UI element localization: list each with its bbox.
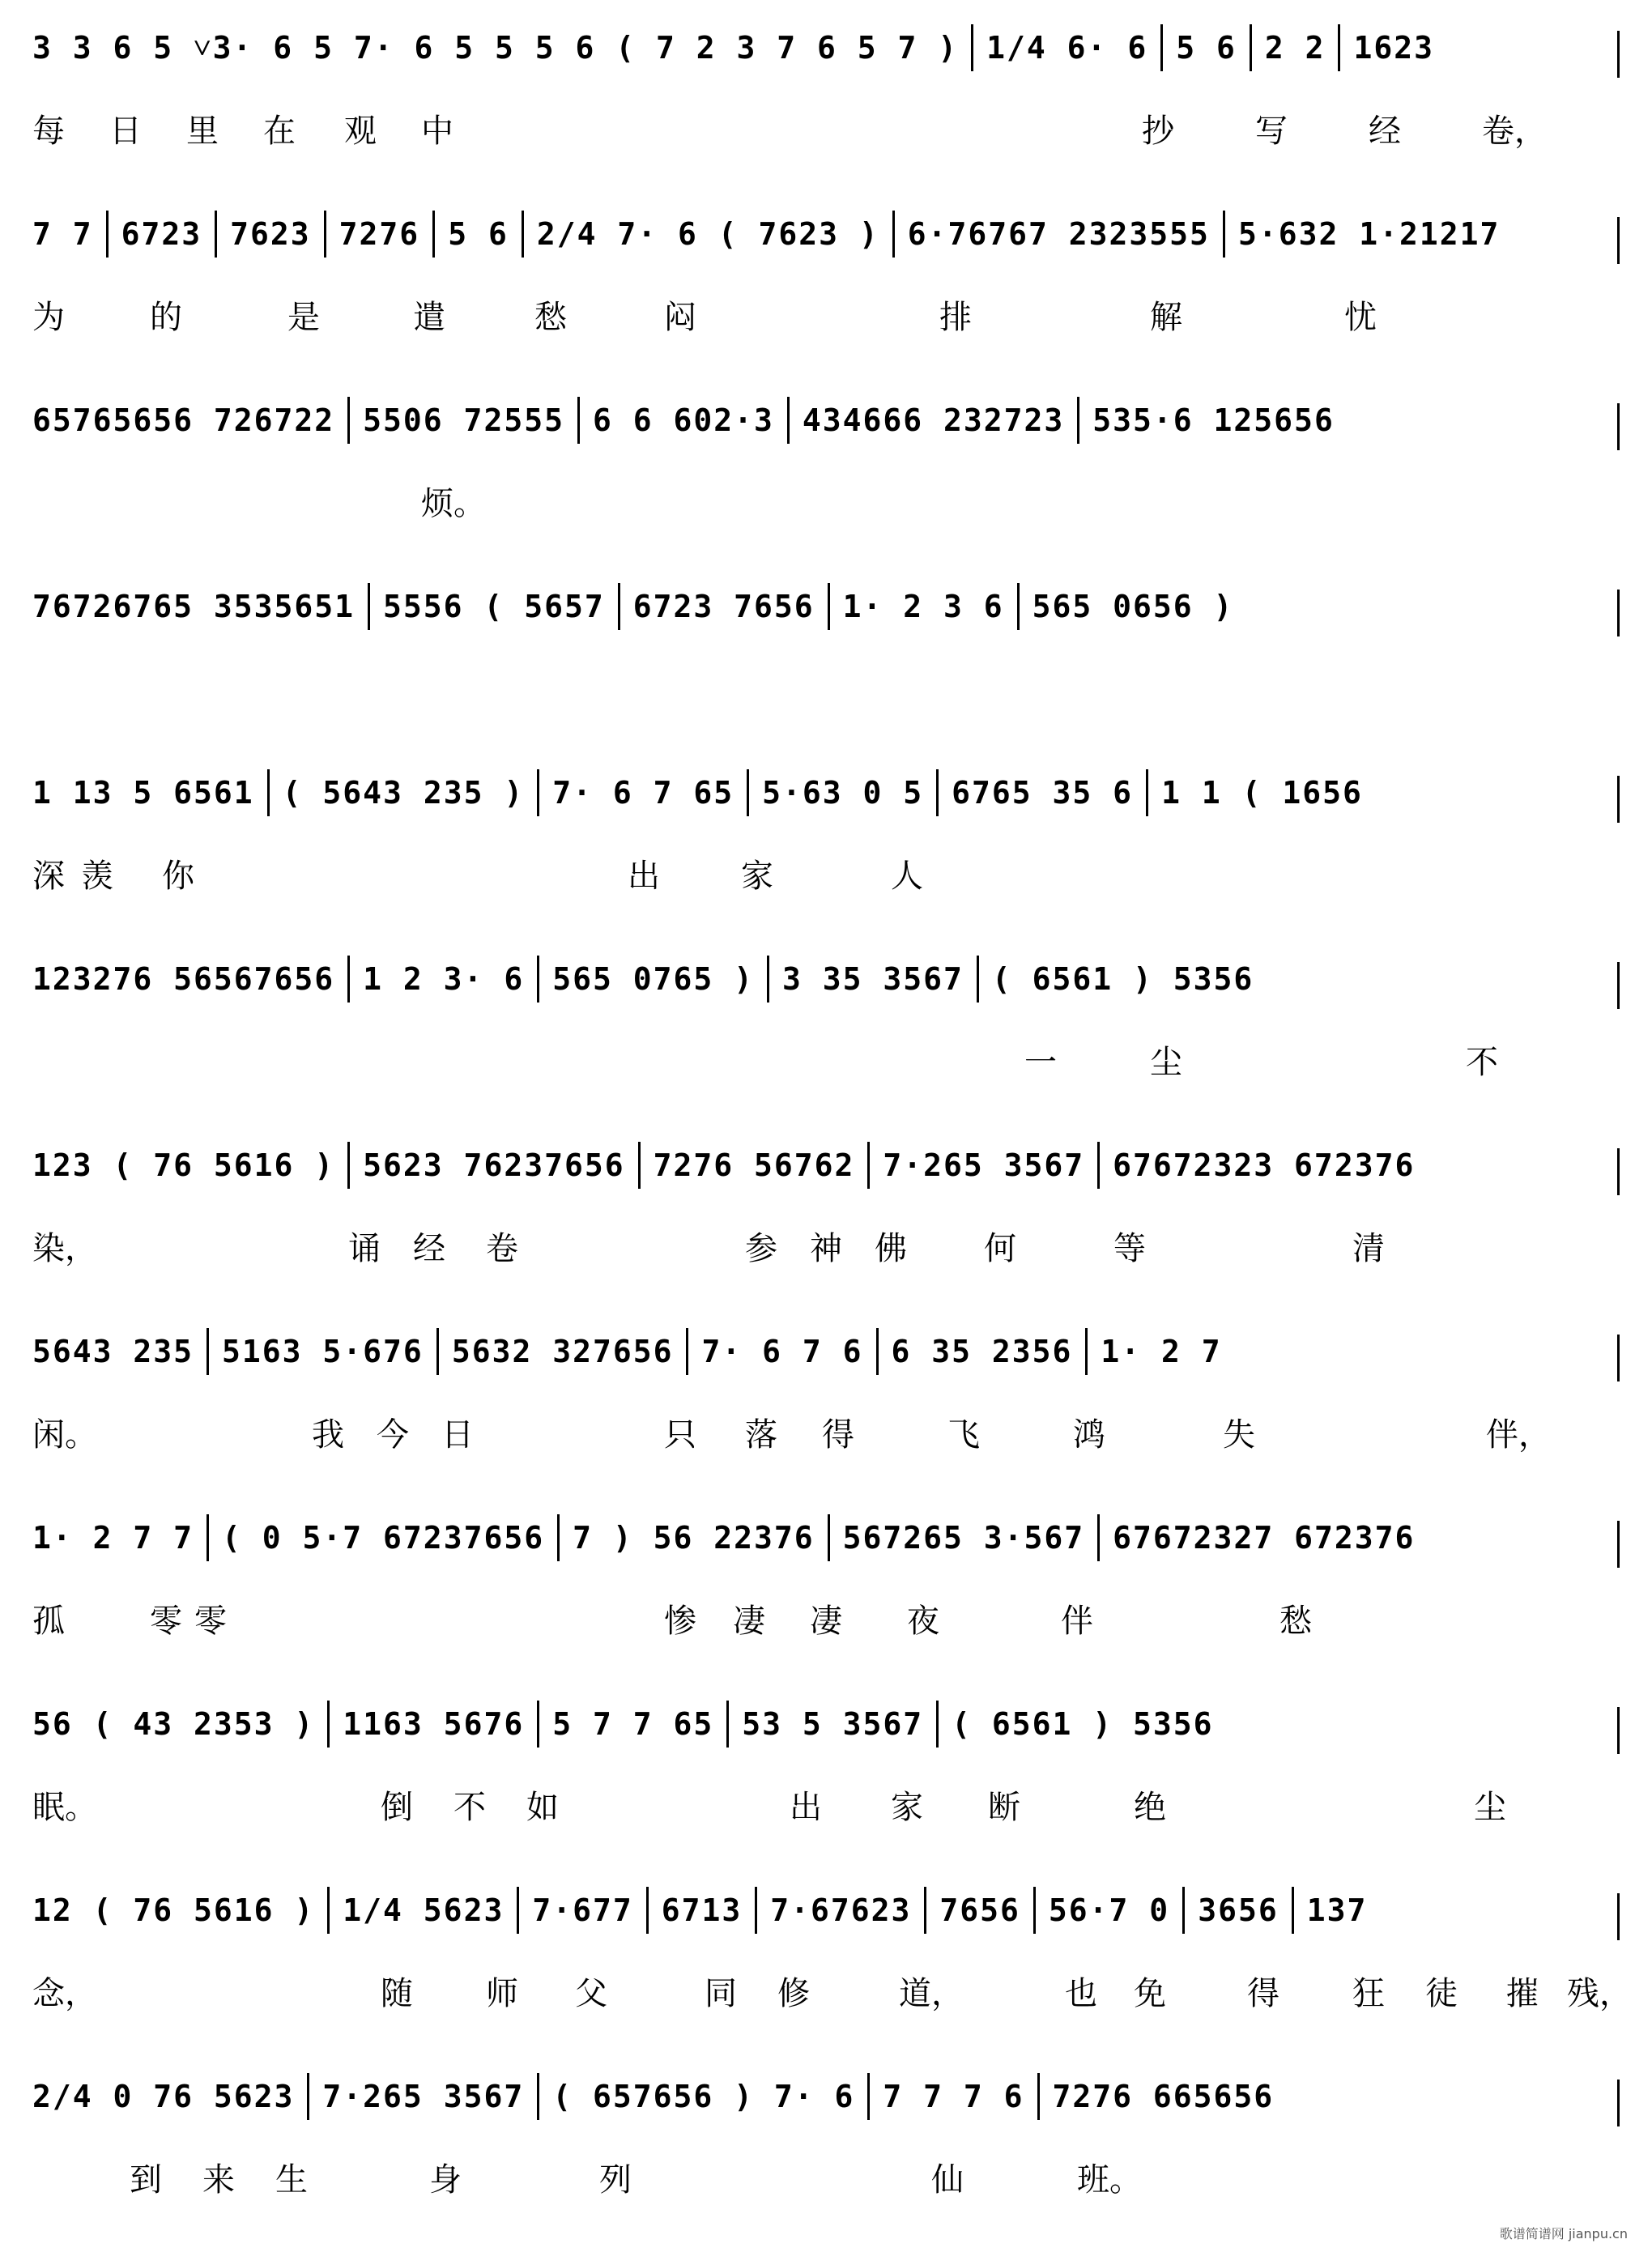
lyric-char: 愁 <box>534 299 567 336</box>
barline <box>327 1887 330 1934</box>
lyric-char: 等 <box>1113 1230 1146 1267</box>
notation-segment: ( 657656 ) 7· 6 <box>552 2079 855 2114</box>
barline <box>892 211 895 258</box>
lyric-char: 深 <box>32 858 65 895</box>
notation-segment: ( 6561 ) 5356 <box>952 1706 1214 1742</box>
lyric-char: 今 <box>377 1416 409 1454</box>
notation-segment: 6 6 602·3 <box>592 402 774 438</box>
barline <box>787 397 790 444</box>
barline <box>936 769 939 816</box>
notation-line-12 <box>32 2073 1620 2130</box>
barline <box>1338 24 1340 71</box>
notation-line-6 <box>32 956 1620 1012</box>
lyrics-line-3 <box>32 478 1620 523</box>
barline <box>876 1328 879 1375</box>
barline <box>755 1887 757 1934</box>
notation-line-8 <box>32 1328 1620 1385</box>
lyric-char: 为 <box>32 299 65 336</box>
notation-segment: 5 6 <box>448 216 509 252</box>
lyric-char: 也 <box>1065 1975 1097 2012</box>
notation-segment: 7276 56762 <box>653 1147 855 1183</box>
barline <box>1017 583 1020 630</box>
lyric-char: 道， <box>899 1975 964 2012</box>
lyrics-line-8 <box>32 1409 1620 1454</box>
lyric-char: 残， <box>1567 1975 1632 2012</box>
lyric-char: 同 <box>705 1975 737 2012</box>
notation-segment: 5643 235 <box>32 1334 194 1369</box>
lyric-char: 狂 <box>1352 1975 1385 2012</box>
notation-segment: 7·265 3567 <box>322 2079 525 2114</box>
notation-segment: 2 2 <box>1264 30 1326 66</box>
notation-segment: 1 13 5 6561 <box>32 775 254 811</box>
lyric-char: 伴 <box>1061 1603 1093 1640</box>
lyric-char: 修 <box>777 1975 810 2012</box>
lyric-char: 生 <box>275 2161 308 2199</box>
barline <box>1097 1514 1100 1561</box>
notation-line-5 <box>32 769 1620 826</box>
notation-segment: 1 1 ( 1656 <box>1161 775 1363 811</box>
notation-segment: 7·67623 <box>770 1892 912 1928</box>
notation-line-3 <box>32 397 1620 453</box>
notation-segment: 5·632 1·21217 <box>1237 216 1501 252</box>
notation-segment: ( 5643 235 ) <box>282 775 525 811</box>
lyric-char: 排 <box>939 299 972 336</box>
lyric-char: 摧 <box>1506 1975 1539 2012</box>
lyric-char: 落 <box>745 1416 777 1454</box>
notation-segment: 7276 <box>338 216 420 252</box>
end-barline <box>1617 1707 1620 1754</box>
barline <box>206 1514 209 1561</box>
lyric-char: 零 <box>194 1603 227 1640</box>
barline <box>537 2073 539 2120</box>
lyric-char: 不 <box>1466 1044 1498 1081</box>
notation-segment: 1/4 6· 6 <box>986 30 1148 66</box>
notation-segment: 434666 232723 <box>802 402 1065 438</box>
notation-segment: 1· 2 3 6 <box>842 589 1004 624</box>
notation-line-11 <box>32 1887 1620 1943</box>
lyric-char: 里 <box>186 113 219 150</box>
lyric-char: 在 <box>263 113 296 150</box>
notation-segment: 6723 7656 <box>632 589 815 624</box>
barline <box>726 1701 729 1748</box>
notation-segment: 137 <box>1306 1892 1368 1928</box>
notation-segment: 5506 72555 <box>363 402 564 438</box>
barline <box>1292 1887 1294 1934</box>
barline <box>977 956 979 1003</box>
barline <box>327 1701 330 1748</box>
lyrics-line-2 <box>32 292 1620 337</box>
notation-line-7 <box>32 1142 1620 1198</box>
end-barline <box>1617 590 1620 636</box>
barline <box>307 2073 309 2120</box>
barline <box>267 769 270 816</box>
notation-line-1 <box>32 24 1620 81</box>
notation-segment: 5·63 0 5 <box>762 775 924 811</box>
lyric-char: 忧 <box>1344 299 1377 336</box>
lyrics-line-11 <box>32 1968 1632 2013</box>
notation-segment: 5 7 7 65 <box>552 1706 714 1742</box>
lyric-char: 伴， <box>1486 1416 1551 1454</box>
lyric-char: 家 <box>891 1789 923 1826</box>
barline <box>436 1328 439 1375</box>
lyric-char: 父 <box>575 1975 607 2012</box>
barline <box>347 956 350 1003</box>
lyric-char: 念， <box>32 1975 97 2012</box>
barline <box>1160 24 1163 71</box>
barline <box>324 211 326 258</box>
barline <box>206 1328 209 1375</box>
lyric-char: 凄 <box>733 1603 765 1640</box>
lyric-char: 神 <box>810 1230 842 1267</box>
barline <box>1250 24 1252 71</box>
notation-segment: 5163 5·676 <box>222 1334 424 1369</box>
lyric-char: 卷， <box>1482 113 1547 150</box>
end-barline <box>1617 1521 1620 1568</box>
notation-segment: 3 35 3567 <box>781 961 964 997</box>
notation-segment: 2/4 0 76 5623 <box>32 2079 295 2114</box>
lyric-char: 得 <box>822 1416 854 1454</box>
lyrics-line-12 <box>32 2154 1620 2199</box>
lyrics-line-1 <box>32 105 1620 151</box>
lyric-char: 观 <box>344 113 377 150</box>
lyric-char: 佛 <box>875 1230 907 1267</box>
lyric-char: 烦。 <box>421 485 486 522</box>
lyric-char: 清 <box>1352 1230 1385 1267</box>
lyric-char: 尘 <box>1474 1789 1506 1826</box>
notation-segment: 6·76767 2323555 <box>907 216 1210 252</box>
lyric-char: 倒 <box>381 1789 413 1826</box>
notation-line-2 <box>32 211 1620 267</box>
end-barline <box>1617 1893 1620 1940</box>
notation-segment: 7 7 7 6 <box>883 2079 1024 2114</box>
barline <box>828 583 830 630</box>
site-watermark: 歌谱简谱网 jianpu.cn <box>1499 2226 1628 2241</box>
lyrics-line-6 <box>32 1037 1620 1082</box>
notation-segment: 7656 <box>939 1892 1020 1928</box>
end-barline <box>1617 962 1620 1009</box>
notation-segment: 7·677 <box>532 1892 633 1928</box>
notation-segment: 5 6 <box>1176 30 1237 66</box>
lyric-char: 失 <box>1223 1416 1255 1454</box>
barline <box>646 1887 649 1934</box>
lyric-char: 羡 <box>81 858 113 895</box>
barline <box>517 1887 519 1934</box>
lyrics-line-7 <box>32 1223 1620 1268</box>
lyric-char: 闷 <box>664 299 696 336</box>
notation-segment: 1· 2 7 7 <box>32 1520 194 1556</box>
end-barline <box>1617 31 1620 78</box>
lyric-char: 眠。 <box>32 1789 97 1826</box>
lyric-char: 鸿 <box>1073 1416 1105 1454</box>
notation-segment: 6 35 2356 <box>891 1334 1073 1369</box>
lyric-char: 零 <box>150 1603 182 1640</box>
barline <box>1033 1887 1036 1934</box>
notation-segment: ( 0 5·7 67237656 <box>222 1520 545 1556</box>
notation-segment: 1· 2 7 <box>1101 1334 1222 1369</box>
lyric-char: 中 <box>421 113 453 150</box>
end-barline <box>1617 2080 1620 2126</box>
barline <box>432 211 435 258</box>
notation-segment: 3656 <box>1198 1892 1279 1928</box>
lyric-char: 日 <box>109 113 142 150</box>
notation-segment: 7· 6 7 65 <box>552 775 734 811</box>
lyric-char: 到 <box>130 2161 162 2199</box>
lyric-char: 家 <box>741 858 773 895</box>
lyric-char: 是 <box>287 299 320 336</box>
barline <box>1223 211 1225 258</box>
barline <box>106 211 109 258</box>
notation-segment: 5556 ( 5657 <box>383 589 605 624</box>
barline <box>522 211 524 258</box>
notation-segment: 535·6 125656 <box>1092 402 1335 438</box>
barline <box>747 769 749 816</box>
barline <box>1097 1142 1100 1189</box>
lyric-char: 抄 <box>1142 113 1174 150</box>
notation-segment: 2/4 7· 6 ( 7623 ) <box>536 216 879 252</box>
lyric-char: 我 <box>312 1416 344 1454</box>
barline <box>1182 1887 1185 1934</box>
lyric-char: 身 <box>429 2161 462 2199</box>
notation-segment: 123276 56567656 <box>32 961 335 997</box>
notation-segment: 7· 6 7 6 <box>701 1334 863 1369</box>
end-barline <box>1617 1148 1620 1195</box>
barline <box>347 1142 350 1189</box>
lyrics-line-10 <box>32 1782 1620 1827</box>
barline <box>215 211 217 258</box>
lyric-char: 出 <box>790 1789 822 1826</box>
lyric-char: 日 <box>441 1416 474 1454</box>
lyric-char: 孤 <box>32 1603 65 1640</box>
lyric-char: 出 <box>628 858 660 895</box>
barline <box>577 397 580 444</box>
lyrics-line-9 <box>32 1595 1620 1641</box>
notation-segment: 7276 665656 <box>1052 2079 1275 2114</box>
lyric-char: 师 <box>486 1975 518 2012</box>
lyric-char: 断 <box>988 1789 1020 1826</box>
lyric-char: 凄 <box>810 1603 842 1640</box>
lyric-char: 得 <box>1247 1975 1279 2012</box>
barline <box>867 1142 870 1189</box>
notation-segment: 1163 5676 <box>343 1706 525 1742</box>
notation-segment: 56 ( 43 2353 ) <box>32 1706 315 1742</box>
lyric-char: 卷 <box>486 1230 518 1267</box>
lyrics-line-5 <box>32 850 1620 896</box>
lyric-char: 不 <box>453 1789 486 1826</box>
notation-segment: 67672323 672376 <box>1113 1147 1416 1183</box>
notation-segment: 67672327 672376 <box>1113 1520 1416 1556</box>
notation-line-10 <box>32 1701 1620 1757</box>
end-barline <box>1617 217 1620 264</box>
notation-segment: 123 ( 76 5616 ) <box>32 1147 335 1183</box>
lyric-char: 闲。 <box>32 1416 97 1454</box>
lyric-char: 来 <box>202 2161 235 2199</box>
notation-segment: 12 ( 76 5616 ) <box>32 1892 315 1928</box>
notation-segment: 567265 3·567 <box>842 1520 1085 1556</box>
notation-segment: 7 7 <box>32 216 93 252</box>
notation-segment: 5623 76237656 <box>363 1147 625 1183</box>
barline <box>618 583 620 630</box>
lyric-char: 参 <box>745 1230 777 1267</box>
lyric-char: 何 <box>984 1230 1016 1267</box>
barline <box>1037 2073 1040 2120</box>
lyric-char: 每 <box>32 113 65 150</box>
notation-segment: 1 2 3· 6 <box>363 961 525 997</box>
lyric-char: 随 <box>381 1975 413 2012</box>
notation-segment: 6723 <box>121 216 202 252</box>
notation-segment: 7623 <box>230 216 311 252</box>
notation-segment: ( 6561 ) 5356 <box>991 961 1254 997</box>
notation-segment: 6765 35 6 <box>952 775 1134 811</box>
lyric-char: 如 <box>526 1789 559 1826</box>
barline <box>368 583 370 630</box>
barline <box>1077 397 1079 444</box>
lyric-char: 徒 <box>1425 1975 1458 2012</box>
notation-segment: 65765656 726722 <box>32 402 335 438</box>
barline <box>924 1887 926 1934</box>
lyric-char: 人 <box>891 858 923 895</box>
notation-line-9 <box>32 1514 1620 1571</box>
barline <box>557 1514 560 1561</box>
notation-segment: 53 5 3567 <box>742 1706 924 1742</box>
barline <box>537 1701 539 1748</box>
end-barline <box>1617 1335 1620 1381</box>
lyric-char: 经 <box>413 1230 445 1267</box>
lyric-char: 一 <box>1024 1044 1057 1081</box>
lyric-char: 飞 <box>947 1416 980 1454</box>
barline <box>867 2073 870 2120</box>
lyric-char: 惨 <box>664 1603 696 1640</box>
notation-segment: 3 3 6 5 ˅3· 6 5 7· 6 5 5 5 6 ( 7 2 3 7 6 5 7 ) <box>32 29 959 66</box>
notation-segment: 565 0656 ) <box>1032 589 1234 624</box>
lyric-char: 诵 <box>348 1230 381 1267</box>
barline <box>638 1142 641 1189</box>
lyric-char: 只 <box>664 1416 696 1454</box>
lyric-char: 染， <box>32 1230 97 1267</box>
barline <box>936 1701 939 1748</box>
notation-line-4 <box>32 583 1620 640</box>
barline <box>347 397 350 444</box>
barline <box>686 1328 688 1375</box>
barline <box>537 769 539 816</box>
lyric-char: 夜 <box>907 1603 939 1640</box>
lyric-char: 经 <box>1369 113 1401 150</box>
end-barline <box>1617 403 1620 450</box>
lyric-char: 列 <box>599 2161 632 2199</box>
notation-segment: 7 ) 56 22376 <box>573 1520 815 1556</box>
lyric-char: 的 <box>150 299 182 336</box>
barline <box>971 24 973 71</box>
end-barline <box>1617 776 1620 823</box>
barline <box>767 956 769 1003</box>
notation-segment: 565 0765 ) <box>552 961 754 997</box>
lyric-char: 遣 <box>413 299 445 336</box>
lyric-char: 你 <box>162 858 194 895</box>
lyric-char: 写 <box>1255 113 1288 150</box>
lyric-char: 尘 <box>1150 1044 1182 1081</box>
barline <box>1146 769 1148 816</box>
lyric-char: 仙 <box>931 2161 964 2199</box>
notation-segment: 5632 327656 <box>451 1334 674 1369</box>
barline <box>828 1514 830 1561</box>
notation-segment: 76726765 3535651 <box>32 589 356 624</box>
lyric-char: 解 <box>1150 299 1182 336</box>
lyric-char: 班。 <box>1077 2161 1142 2199</box>
barline <box>1085 1328 1088 1375</box>
notation-segment: 1/4 5623 <box>343 1892 505 1928</box>
notation-segment: 6713 <box>661 1892 743 1928</box>
lyric-char: 绝 <box>1134 1789 1166 1826</box>
notation-segment: 1623 <box>1353 30 1434 66</box>
notation-segment: 56·7 0 <box>1048 1892 1170 1928</box>
notation-segment: 7·265 3567 <box>883 1147 1085 1183</box>
barline <box>537 956 539 1003</box>
lyric-char: 愁 <box>1279 1603 1312 1640</box>
lyric-char: 免 <box>1134 1975 1166 2012</box>
